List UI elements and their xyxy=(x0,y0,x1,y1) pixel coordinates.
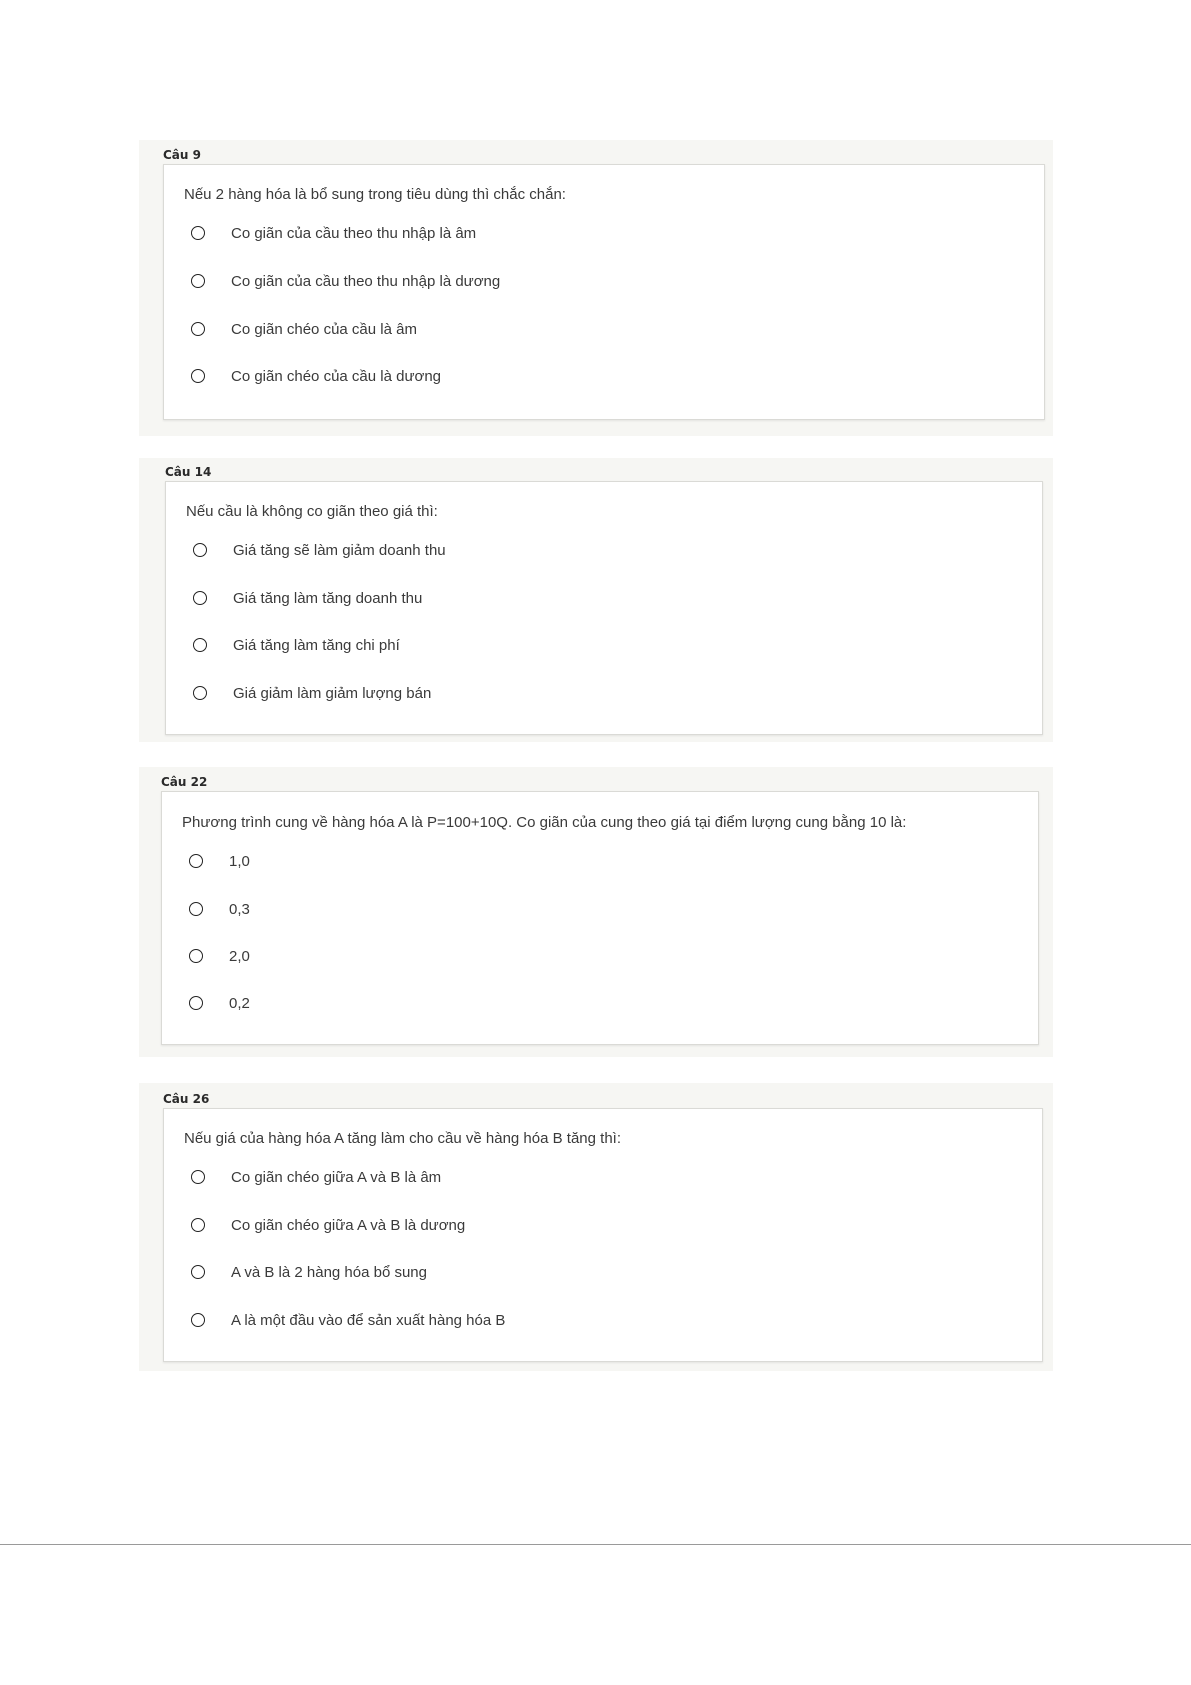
answer-option[interactable] xyxy=(191,1309,505,1331)
radio-button[interactable] xyxy=(193,591,207,605)
answer-option[interactable] xyxy=(193,539,446,561)
radio-button[interactable] xyxy=(191,369,205,383)
answer-option[interactable] xyxy=(191,318,417,340)
answer-option[interactable] xyxy=(191,1166,441,1188)
question-block xyxy=(139,140,1053,436)
radio-button[interactable] xyxy=(189,854,203,868)
question-card xyxy=(163,1108,1043,1362)
question-card xyxy=(165,481,1043,735)
answer-option[interactable] xyxy=(189,898,250,920)
question-number: Câu 22 xyxy=(161,775,208,789)
answer-label: Giá giảm làm giảm lượng bán xyxy=(233,684,432,702)
radio-button[interactable] xyxy=(193,638,207,652)
answer-option[interactable] xyxy=(191,222,476,244)
answer-option[interactable] xyxy=(191,365,441,387)
answer-option[interactable] xyxy=(193,682,431,704)
radio-button[interactable] xyxy=(189,996,203,1010)
radio-button[interactable] xyxy=(191,1313,205,1327)
radio-button[interactable] xyxy=(189,902,203,916)
answer-label: Co giãn của cầu theo thu nhập là dương xyxy=(231,272,501,290)
answer-option[interactable] xyxy=(193,587,422,609)
page-divider xyxy=(0,1544,1191,1545)
answer-option[interactable] xyxy=(189,945,250,967)
answer-label: Co giãn chéo giữa A và B là dương xyxy=(231,1216,466,1234)
radio-button[interactable] xyxy=(193,686,207,700)
radio-button[interactable] xyxy=(191,274,205,288)
question-text: Nếu cầu là không co giãn theo giá thì: xyxy=(186,503,438,520)
answer-label: 1,0 xyxy=(229,852,250,870)
question-number: Câu 9 xyxy=(163,148,201,162)
question-block xyxy=(139,458,1053,742)
answer-label: A là một đầu vào để sản xuất hàng hóa B xyxy=(231,1311,506,1329)
question-card xyxy=(161,791,1039,1045)
answer-label: 2,0 xyxy=(229,947,250,965)
answer-label: 0,3 xyxy=(229,900,250,918)
question-block xyxy=(139,1083,1053,1371)
answer-option[interactable] xyxy=(189,992,250,1014)
question-text: Nếu 2 hàng hóa là bổ sung trong tiêu dùng thì chắc chắn: xyxy=(184,186,566,203)
question-block xyxy=(139,767,1053,1057)
answer-label: Giá tăng làm tăng chi phí xyxy=(233,636,400,654)
answer-label: A và B là 2 hàng hóa bổ sung xyxy=(231,1263,427,1281)
answer-option[interactable] xyxy=(191,1214,465,1236)
answer-option[interactable] xyxy=(191,1261,427,1283)
answer-label: Co giãn chéo giữa A và B là âm xyxy=(231,1168,442,1186)
question-text: Phương trình cung về hàng hóa A là P=100+10Q. Co giãn của cung theo giá tại điểm lượng cung bằng 10 là: xyxy=(182,814,907,831)
answer-label: Co giãn của cầu theo thu nhập là âm xyxy=(231,224,477,242)
question-card xyxy=(163,164,1045,420)
answer-label: Co giãn chéo của cầu là dương xyxy=(231,367,442,385)
answer-label: 0,2 xyxy=(229,994,250,1012)
question-number: Câu 26 xyxy=(163,1092,210,1106)
answer-option[interactable] xyxy=(191,270,500,292)
question-text: Nếu giá của hàng hóa A tăng làm cho cầu về hàng hóa B tăng thì: xyxy=(184,1130,621,1147)
answer-label: Co giãn chéo của cầu là âm xyxy=(231,320,417,338)
radio-button[interactable] xyxy=(191,226,205,240)
radio-button[interactable] xyxy=(191,1170,205,1184)
answer-option[interactable] xyxy=(193,634,400,656)
question-number: Câu 14 xyxy=(165,465,212,479)
answer-label: Giá tăng sẽ làm giảm doanh thu xyxy=(233,541,446,559)
radio-button[interactable] xyxy=(191,1218,205,1232)
radio-button[interactable] xyxy=(191,322,205,336)
answer-label: Giá tăng làm tăng doanh thu xyxy=(233,589,423,607)
radio-button[interactable] xyxy=(193,543,207,557)
answer-option[interactable] xyxy=(189,850,250,872)
radio-button[interactable] xyxy=(189,949,203,963)
radio-button[interactable] xyxy=(191,1265,205,1279)
